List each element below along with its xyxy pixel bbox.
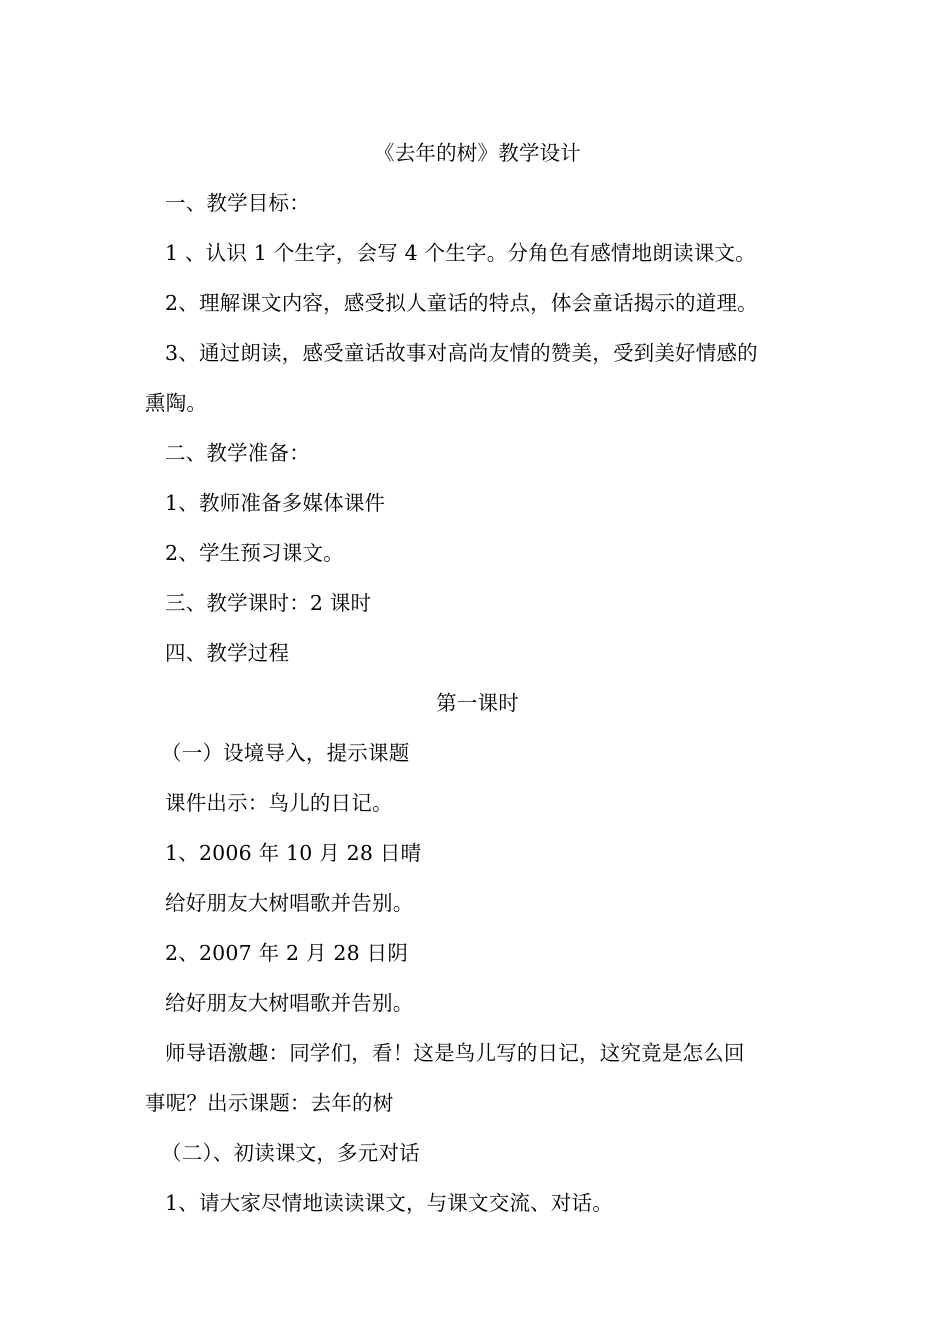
diary-entry-2-text: 给好朋友大树唱歌并告别。: [165, 991, 414, 1015]
teacher-intro: 师导语激趣：同学们，看！这是鸟儿写的日记，这究竟是怎么回: [165, 1041, 745, 1065]
document-title: 《去年的树》教学设计: [374, 141, 581, 165]
step-heading-1: （一）设境导入，提示课题: [161, 741, 410, 765]
document-body: [145, 128, 810, 1228]
teacher-intro-continued: 事呢？出示课题：去年的树: [145, 1091, 394, 1115]
objective-1: 1 、认识 1 个生字，会写 4 个生字。分角色有感情地朗读课文。: [165, 241, 756, 265]
courseware-line: 课件出示：鸟儿的日记。: [165, 791, 393, 815]
section-heading-process: 四、教学过程: [165, 641, 290, 665]
section-heading-preparation: 二、教学准备：: [165, 441, 310, 465]
diary-entry-1-date: 1、2006 年 10 月 28 日晴: [165, 841, 422, 865]
section-heading-periods: 三、教学课时：2 课时: [165, 591, 372, 615]
diary-entry-2-date: 2、2007 年 2 月 28 日阴: [165, 941, 409, 965]
section-heading-objectives: 一、教学目标：: [165, 191, 310, 215]
step-2-item-1: 1、请大家尽情地读读课文，与课文交流、对话。: [165, 1191, 613, 1215]
preparation-1: 1、教师准备多媒体课件: [165, 491, 386, 515]
lesson-heading: 第一课时: [436, 691, 519, 715]
step-heading-2: （二）、初读课文，多元对话: [161, 1141, 420, 1165]
preparation-2: 2、学生预习课文。: [165, 541, 344, 565]
objective-3-continued: 熏陶。: [145, 391, 208, 415]
objective-2: 2、理解课文内容，感受拟人童话的特点，体会童话揭示的道理。: [165, 291, 758, 315]
objective-3: 3、通过朗读，感受童话故事对高尚友情的赞美，受到美好情感的: [165, 341, 758, 365]
diary-entry-1-text: 给好朋友大树唱歌并告别。: [165, 891, 414, 915]
